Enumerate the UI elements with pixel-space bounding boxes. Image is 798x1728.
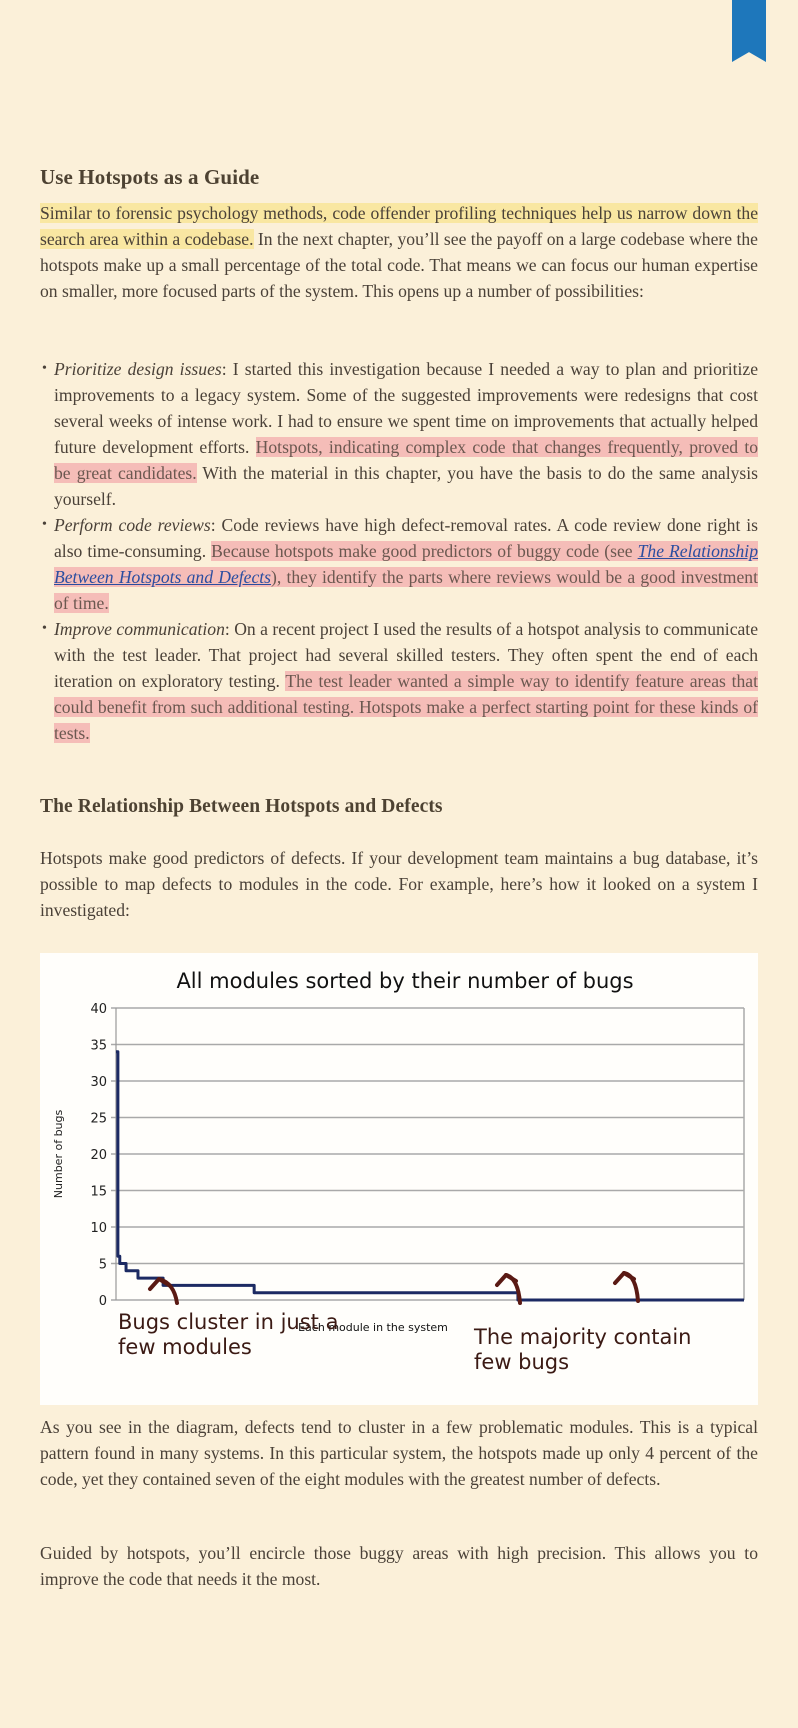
y-tick-label: 15 (90, 1184, 107, 1200)
bullet-icon: • (42, 621, 47, 636)
highlight-yellow[interactable]: Similar to forensic psychology methods, code offender profiling techniques help us narrow down the search area within a codebase. (40, 203, 758, 249)
bullet-lead: Perform code reviews (54, 515, 211, 535)
y-tick-label: 35 (90, 1038, 107, 1054)
intro-paragraph (40, 200, 758, 304)
bullet-text: : On a recent project I used the results of a hotspot analysis to communicate with the test leader. That project had several skilled testers. They often spent the end of each iteration on exploratory testing. (54, 619, 759, 691)
y-tick-label: 25 (90, 1111, 107, 1127)
diagram-explanation-paragraph: As you see in the diagram, defects tend to cluster in a few problematic modules. This is a typical pattern found in many systems. In this particular system, the hotspots made up only 4 percent of the code, yet they contained seven of the eight modules with the greatest number of defects. (40, 1417, 758, 1489)
x-axis-label: Each module in the system (298, 1321, 448, 1334)
bullet-text: With the material in this chapter, you have the basis to do the same analysis yourself. (54, 463, 758, 509)
guided-paragraph: Guided by hotspots, you’ll encircle those buggy areas with high precision. This allows you to improve the code that needs it the most. (40, 1543, 758, 1589)
bullet-icon: • (42, 361, 47, 376)
y-tick-label: 30 (90, 1075, 107, 1090)
bullet-text: : I started this investigation because I needed a way to plan and prioritize improvements to a legacy system. Some of the suggested improvements were redesigns that cost several weeks of intense work. I had to ensure we spent time on improvements that actually helped future development efforts. (54, 359, 759, 457)
highlight-text: ), they identify the parts where reviews would be a good investment of time. (54, 567, 758, 613)
section-heading-relationship: The Relationship Between Hotspots and Defects (40, 796, 443, 817)
y-axis-label: Number of bugs (52, 1109, 65, 1199)
highlight-text: Because hotspots make good predictors of buggy code (see (211, 541, 638, 561)
bullet-lead: Improve communication (54, 619, 225, 639)
chart-title: All modules sorted by their number of bugs (176, 969, 634, 993)
cross-reference-link[interactable]: The Relationship Between Hotspots and Defects (54, 541, 758, 587)
bug-distribution-chart (40, 953, 758, 1405)
y-tick-label: 40 (90, 1002, 107, 1017)
annotation-cluster (118, 1310, 338, 1360)
y-tick-label: 20 (90, 1148, 107, 1163)
y-tick-label: 5 (98, 1257, 107, 1273)
annotation-majority-line1: The majority contain (474, 1325, 692, 1349)
annotation-majority-line2: few bugs (474, 1350, 570, 1374)
arrow-majority-left-head (497, 1275, 516, 1285)
annotation-cluster-line2: few modules (118, 1335, 252, 1359)
list-item (40, 616, 758, 746)
annotation-cluster-line1: Bugs cluster in just a (118, 1310, 339, 1334)
bullet-icon: • (42, 517, 47, 532)
highlight-pink[interactable]: The test leader wanted a simple way to identify feature areas that could benefit from such additional testing. Hotspots make a perfect starting point for these kinds of tests. (54, 671, 759, 743)
list-item (40, 356, 758, 512)
y-tick-label: 0 (98, 1294, 107, 1309)
intro-text: In the next chapter, you’ll see the payoff on a large codebase where the hotspots make up a small percentage of the total code. That means we can focus our human expertise on smaller, more focused parts of the system. This opens up a number of possibilities: (40, 229, 758, 301)
relationship-intro-paragraph: Hotspots make good predictors of defects. If your development team maintains a bug database, it’s possible to map defects to modules in the code. For example, here’s how it looked on a system I investigated: (40, 848, 758, 920)
highlight-pink[interactable]: Hotspots, indicating complex code that changes frequently, proved to be great candidates. (54, 437, 759, 483)
y-tick-label: 10 (90, 1221, 107, 1236)
list-item (40, 512, 758, 616)
annotation-majority (474, 1325, 692, 1375)
bullet-text: : Code reviews have high defect-removal rates. A code review done right is also time-consuming. (54, 515, 758, 561)
bullet-lead: Prioritize design issues (54, 359, 222, 379)
possibilities-list (40, 356, 758, 746)
section-heading-use-hotspots: Use Hotspots as a Guide (40, 165, 260, 189)
bookmark-icon[interactable] (732, 0, 766, 62)
